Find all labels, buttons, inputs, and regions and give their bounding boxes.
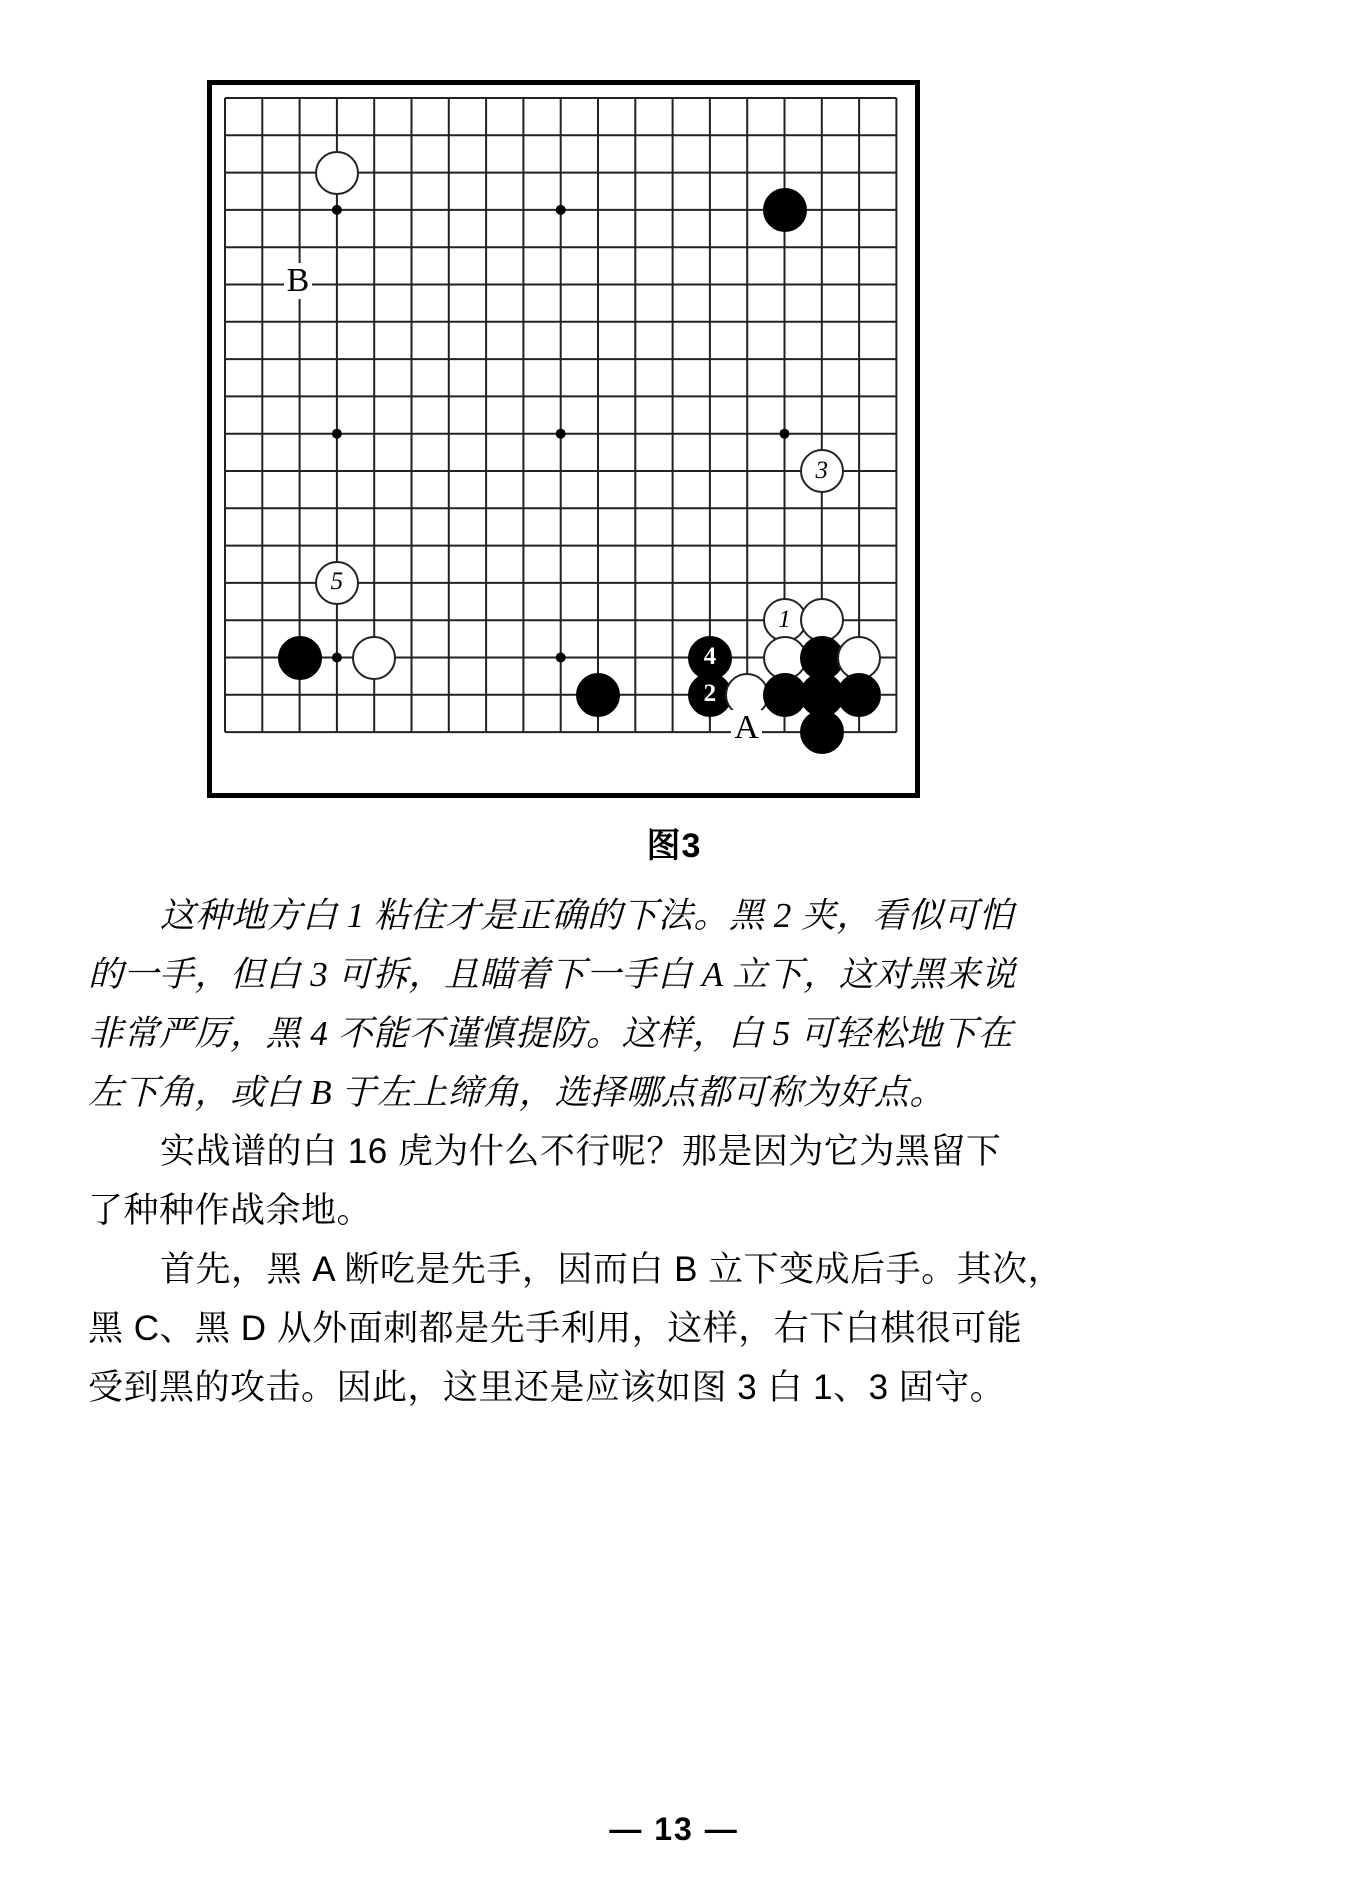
stone-number: 2 <box>703 680 717 708</box>
go-stone-b-left-side <box>278 636 322 680</box>
go-stone-w-move-5 <box>315 561 359 605</box>
figure-caption: 图3 <box>646 827 702 865</box>
go-stone-w-move-3 <box>800 449 844 493</box>
stone-number: 5 <box>330 568 344 596</box>
body-text <box>88 898 1260 1429</box>
text-line: 的一手，但白 3 可拆，且瞄着下一手白 A 立下，这对黑来说 <box>88 955 1017 994</box>
text-line: 实战谱的白 16 虎为什么不行呢？那是因为它为黑留下 <box>160 1132 1002 1171</box>
paragraph-para-3 <box>88 1252 1260 1405</box>
go-stone-b-bottom-center <box>576 673 620 717</box>
stone-number: 4 <box>703 643 717 670</box>
text-line: 黑 C、黑 D 从外面刺都是先手利用，这样，右下白棋很可能 <box>88 1309 1023 1348</box>
text-line: 受到黑的攻击。因此，这里还是应该如图 3 白 1、3 固守。 <box>88 1368 1006 1407</box>
go-stone-b-right-h <box>837 673 881 717</box>
stone-number: 3 <box>815 456 829 484</box>
board-point-label-B: B <box>284 263 313 299</box>
board-point-label-A: A <box>731 710 762 746</box>
paragraph-para-2 <box>88 1134 1260 1228</box>
go-stone-w-left-side <box>352 636 396 680</box>
go-board-diagram <box>207 80 920 798</box>
text-line: 首先，黑 A 断吃是先手，因而白 B 立下变成后手。其次， <box>160 1250 1064 1289</box>
text-line: 这种地方白 1 粘住才是正确的下法。黑 2 夹，看似可怕 <box>160 896 1015 935</box>
go-stone-b-right-i <box>800 710 844 754</box>
text-line: 非常严厉，黑 4 不能不谨慎提防。这样，白 5 可轻松地下在 <box>88 1014 1014 1053</box>
paragraph-para-1 <box>88 898 1260 1110</box>
stone-number: 1 <box>778 605 791 633</box>
go-stone-b-upper-right <box>763 188 807 232</box>
text-line: 左下角，或白 B 于左上缔角，选择哪点都可称为好点。 <box>88 1073 945 1112</box>
page-number: — 13 — <box>609 1811 739 1847</box>
go-stone-w-upper-left <box>315 151 359 195</box>
text-line: 了种种作战余地。 <box>88 1191 373 1230</box>
